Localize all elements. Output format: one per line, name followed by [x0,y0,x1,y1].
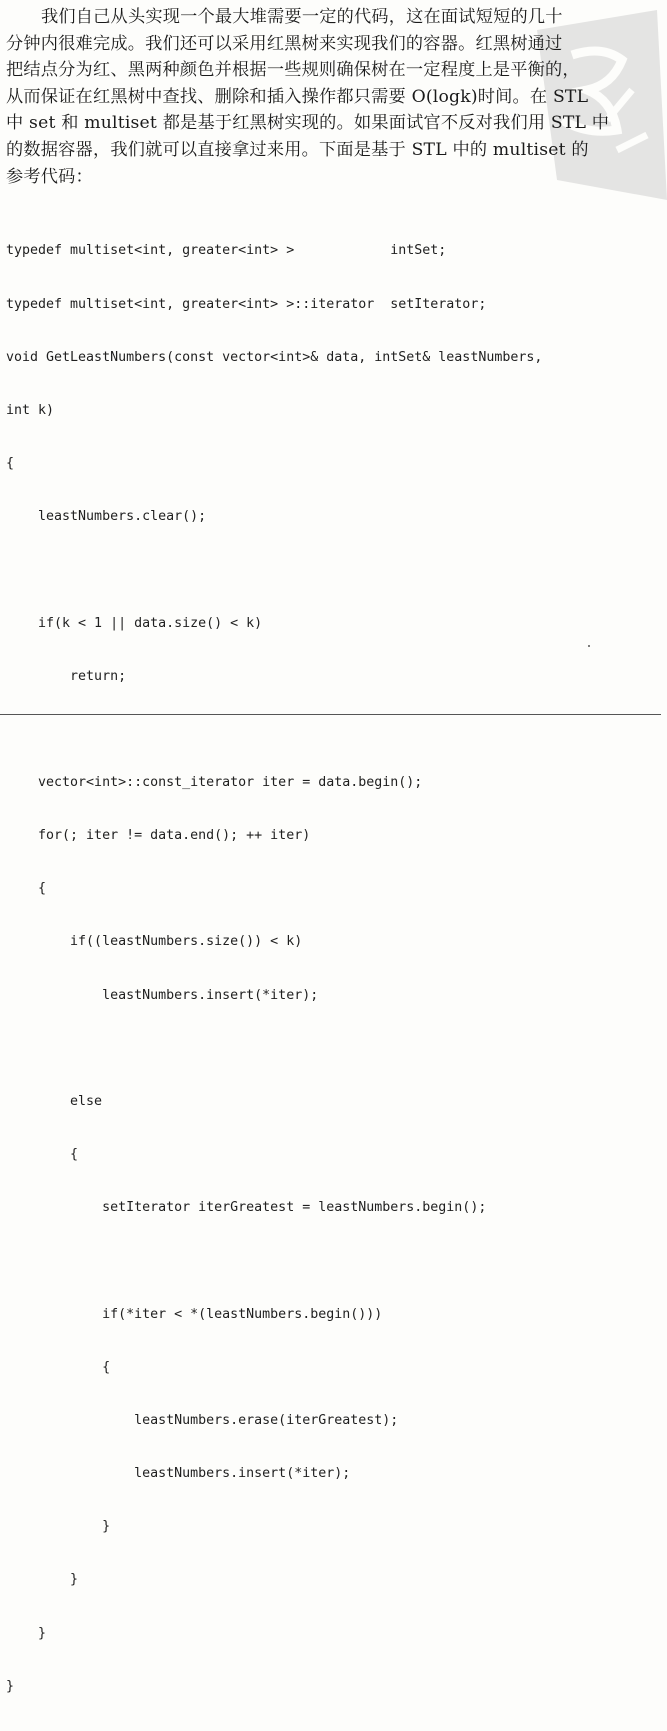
page-bottom-rule [0,714,661,715]
code-line: leastNumbers.insert(*iter); [6,987,319,1003]
code-line: typedef multiset<int, greater<int> > intSet; [6,243,447,259]
code-line: } [6,1519,111,1535]
prose-line: 参考代码： [6,166,93,187]
code-line: { [6,1147,79,1163]
code-line: if(*iter < *(leastNumbers.begin())) [6,1306,383,1322]
code-line: setIterator iterGreatest = leastNumbers.begin(); [6,1200,487,1216]
explanation-paragraph [6,4,652,190]
prose-line: 中 set 和 multiset 都是基于红黑树实现的。如果面试官不反对我们用 STL 中 [6,113,610,134]
code-listing [6,207,656,1731]
code-line: for(; iter != data.end(); ++ iter) [6,828,311,844]
prose-line: 把结点分为红、黑两种颜色并根据一些规则确保树在一定程度上是平衡的， [6,60,580,81]
code-line: leastNumbers.clear(); [6,509,207,525]
code-line [6,1040,656,1058]
code-line: { [6,1359,111,1375]
code-line: if((leastNumbers.size()) < k) [6,934,303,950]
prose-line: 的数据容器，我们就可以直接拿过来用。下面是基于 STL 中的 multiset 的 [6,139,589,160]
code-line: leastNumbers.erase(iterGreatest); [6,1412,399,1428]
code-line: { [6,881,47,897]
code-line: } [6,1625,47,1641]
code-line [6,721,656,739]
code-line: { [6,456,15,472]
prose-line: 从而保证在红黑树中查找、删除和插入操作都只需要 O(logk)时间。在 STL [6,86,589,107]
code-line: int k) [6,402,55,418]
code-line: else [6,1093,103,1109]
prose-line: 我们自己从头实现一个最大堆需要一定的代码，这在面试短短的几十 [41,7,563,27]
scan-speck [588,645,590,647]
code-line: typedef multiset<int, greater<int> >::iterator setIterator; [6,296,487,312]
code-line: } [6,1572,79,1588]
code-line: return; [6,668,127,684]
code-line: } [6,1678,15,1694]
code-line [6,1252,656,1270]
code-line [6,561,656,579]
code-line: leastNumbers.insert(*iter); [6,1466,351,1482]
code-line: void GetLeastNumbers(const vector<int>& data, intSet& leastNumbers, [6,349,543,365]
code-line: vector<int>::const_iterator iter = data.begin(); [6,775,423,790]
code-line: if(k < 1 || data.size() < k) [6,615,263,631]
prose-line: 分钟内很难完成。我们还可以采用红黑树来实现我们的容器。红黑树通过 [6,33,563,54]
